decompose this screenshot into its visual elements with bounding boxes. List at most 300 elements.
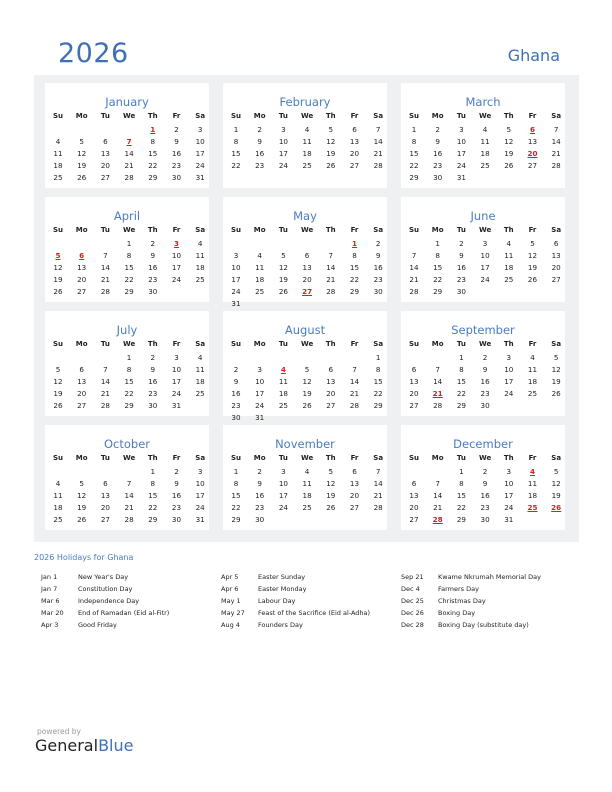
day-cell: 26 — [551, 388, 561, 398]
day-cell: 23 — [255, 502, 265, 512]
day-cell: 22 — [148, 160, 158, 170]
holiday-day-cell: 20 — [527, 148, 538, 158]
day-cell: 23 — [456, 274, 466, 284]
day-cell: 11 — [255, 262, 265, 272]
day-cell: 12 — [77, 490, 87, 500]
day-cell: 15 — [148, 148, 158, 158]
day-cell: 25 — [302, 502, 312, 512]
month-june — [401, 197, 565, 302]
day-cell: 10 — [171, 250, 182, 260]
day-cell: 7 — [435, 478, 440, 488]
day-cell: 13 — [551, 250, 561, 260]
day-cell: 12 — [551, 478, 561, 488]
weekday-label: Fr — [172, 112, 181, 120]
day-cell: 28 — [409, 286, 419, 296]
holiday-day-cell: 3 — [173, 239, 179, 248]
day-cell: 30 — [171, 514, 182, 524]
holiday-name: Feast of the Sacrifice (Eid al-Adha) — [258, 608, 371, 617]
weekday-label: Su — [230, 112, 242, 120]
weekday-label: Sa — [551, 226, 562, 234]
day-cell: 14 — [409, 262, 419, 272]
day-cell: 8 — [233, 478, 239, 488]
day-cell: 23 — [231, 400, 241, 410]
holiday-day-cell: 27 — [302, 286, 313, 296]
holiday-name: Easter Monday — [258, 584, 307, 593]
day-cell: 31 — [171, 400, 182, 410]
day-cell: 7 — [375, 467, 381, 476]
day-cell: 7 — [411, 250, 417, 260]
day-cell: 15 — [231, 148, 241, 158]
weekday-label: We — [478, 112, 492, 120]
day-cell: 21 — [551, 148, 561, 158]
weekday-label: We — [300, 454, 314, 462]
day-cell: 23 — [171, 160, 182, 170]
day-cell: 30 — [433, 172, 443, 182]
day-cell: 17 — [278, 490, 288, 500]
day-cell: 21 — [326, 274, 336, 284]
weekday-label: Su — [52, 454, 64, 462]
weekday-label: Th — [325, 112, 336, 120]
day-cell: 29 — [148, 514, 158, 524]
day-cell: 19 — [326, 490, 336, 500]
day-cell: 6 — [304, 250, 310, 260]
day-cell: 21 — [373, 490, 383, 500]
day-cell: 29 — [409, 172, 419, 182]
weekday-label: Su — [230, 454, 242, 462]
day-cell: 25 — [302, 160, 312, 170]
month-name: January — [105, 95, 149, 109]
day-cell: 30 — [148, 400, 158, 410]
day-cell: 20 — [409, 502, 419, 512]
weekday-label: Su — [52, 226, 64, 234]
day-cell: 1 — [411, 125, 417, 134]
month-name: November — [275, 437, 335, 451]
day-cell: 13 — [326, 376, 336, 386]
day-cell: 10 — [480, 250, 490, 260]
holiday-name: End of Ramadan (Eid al-Fitr) — [78, 608, 170, 617]
day-cell: 24 — [504, 502, 514, 512]
country-title: Ghana — [507, 46, 560, 65]
weekday-label: Fr — [528, 340, 537, 348]
month-name: August — [284, 323, 326, 337]
holiday-name: Good Friday — [78, 620, 117, 629]
day-cell: 17 — [480, 262, 490, 272]
day-cell: 15 — [349, 262, 360, 272]
holiday-name: Boxing Day (substitute day) — [438, 620, 529, 629]
day-cell: 9 — [150, 364, 156, 374]
day-cell: 14 — [124, 490, 134, 500]
day-cell: 14 — [100, 376, 110, 386]
day-cell: 1 — [126, 353, 132, 362]
day-cell: 18 — [53, 502, 63, 512]
day-cell: 14 — [373, 478, 383, 488]
holiday-date: Dec 4 — [401, 584, 420, 593]
day-cell: 7 — [352, 364, 357, 374]
day-cell: 3 — [281, 125, 286, 134]
day-cell: 28 — [100, 286, 110, 296]
generalblue-logo[interactable] — [35, 736, 133, 755]
day-cell: 30 — [373, 286, 383, 296]
day-cell: 2 — [174, 467, 179, 476]
month-name: December — [453, 437, 513, 451]
day-cell: 25 — [504, 274, 514, 284]
day-cell: 2 — [459, 239, 464, 248]
day-cell: 17 — [195, 148, 205, 158]
weekday-label: We — [122, 112, 136, 120]
weekday-label: Fr — [528, 112, 537, 120]
day-cell: 2 — [233, 364, 239, 374]
day-cell: 13 — [77, 262, 87, 272]
day-cell: 24 — [504, 388, 514, 398]
weekday-label: We — [478, 340, 492, 348]
day-cell: 8 — [352, 250, 357, 260]
month-november — [223, 425, 387, 530]
weekday-label: Th — [147, 454, 158, 462]
day-cell: 2 — [150, 353, 156, 362]
day-cell: 13 — [409, 376, 419, 386]
weekday-label: Sa — [373, 340, 384, 348]
weekday-label: We — [300, 112, 314, 120]
day-cell: 20 — [551, 262, 561, 272]
weekday-label: Sa — [195, 226, 206, 234]
day-cell: 3 — [197, 125, 203, 134]
day-cell: 22 — [148, 502, 158, 512]
day-cell: 28 — [349, 400, 360, 410]
day-cell: 25 — [480, 160, 490, 170]
weekday-label: Mo — [253, 226, 266, 234]
day-cell: 12 — [302, 376, 312, 386]
day-cell: 25 — [527, 388, 538, 398]
day-cell: 20 — [349, 148, 360, 158]
day-cell: 5 — [530, 239, 535, 248]
day-cell: 16 — [255, 490, 265, 500]
day-cell: 28 — [433, 400, 443, 410]
weekday-label: Th — [503, 112, 514, 120]
day-cell: 28 — [124, 514, 134, 524]
day-cell: 17 — [504, 376, 514, 386]
day-cell: 19 — [504, 148, 514, 158]
holiday-day-cell: 6 — [79, 250, 85, 260]
weekday-label: Tu — [100, 226, 110, 234]
day-cell: 19 — [77, 160, 87, 170]
day-cell: 26 — [278, 286, 288, 296]
day-cell: 2 — [482, 467, 488, 476]
day-cell: 5 — [553, 353, 559, 362]
day-cell: 25 — [53, 514, 63, 524]
day-cell: 13 — [527, 136, 538, 146]
weekday-label: Su — [230, 340, 242, 348]
day-cell: 4 — [506, 239, 512, 248]
day-cell: 5 — [79, 478, 84, 488]
day-cell: 1 — [150, 467, 156, 476]
holiday-day-cell: 6 — [529, 125, 535, 134]
day-cell: 14 — [124, 148, 134, 158]
day-cell: 17 — [231, 274, 241, 284]
day-cell: 29 — [124, 286, 134, 296]
day-cell: 30 — [255, 514, 265, 524]
day-cell: 4 — [257, 250, 262, 260]
weekday-label: Sa — [373, 226, 384, 234]
weekday-label: Fr — [350, 454, 359, 462]
weekday-label: Sa — [195, 112, 206, 120]
day-cell: 21 — [124, 160, 134, 170]
weekday-label: Th — [503, 454, 514, 462]
weekday-label: We — [478, 226, 492, 234]
day-cell: 15 — [231, 490, 241, 500]
day-cell: 22 — [456, 502, 466, 512]
month-name: July — [116, 323, 138, 337]
day-cell: 23 — [433, 160, 443, 170]
holiday-date: Sep 21 — [401, 573, 424, 581]
day-cell: 5 — [328, 125, 334, 134]
holiday-date: Dec 25 — [401, 596, 424, 605]
day-cell: 22 — [124, 274, 134, 284]
weekday-label: Mo — [431, 454, 444, 462]
day-cell: 9 — [150, 250, 156, 260]
weekday-label: Th — [325, 340, 336, 348]
day-cell: 10 — [504, 478, 514, 488]
day-cell: 7 — [103, 250, 108, 260]
day-cell: 29 — [124, 400, 134, 410]
holiday-name: Labour Day — [258, 596, 296, 605]
day-cell: 10 — [231, 262, 241, 272]
weekday-label: We — [300, 340, 314, 348]
day-cell: 23 — [171, 502, 182, 512]
day-cell: 18 — [527, 490, 538, 500]
day-cell: 21 — [124, 502, 134, 512]
day-cell: 1 — [126, 239, 132, 248]
day-cell: 2 — [482, 353, 488, 362]
day-cell: 22 — [433, 274, 443, 284]
day-cell: 25 — [278, 400, 288, 410]
holiday-date: Aug 4 — [221, 620, 240, 629]
day-cell: 3 — [233, 250, 239, 260]
weekday-label: Tu — [278, 454, 288, 462]
day-cell: 25 — [195, 274, 205, 284]
month-april — [45, 197, 209, 302]
day-cell: 17 — [255, 388, 265, 398]
day-cell: 18 — [527, 376, 538, 386]
day-cell: 19 — [551, 376, 561, 386]
day-cell: 11 — [195, 250, 205, 260]
day-cell: 18 — [302, 490, 312, 500]
day-cell: 17 — [456, 148, 466, 158]
day-cell: 30 — [171, 172, 182, 182]
day-cell: 6 — [352, 125, 357, 134]
day-cell: 6 — [103, 478, 108, 488]
holiday-day-cell: 25 — [527, 502, 538, 512]
day-cell: 12 — [53, 262, 63, 272]
day-cell: 31 — [195, 514, 205, 524]
weekday-label: Tu — [456, 112, 466, 120]
holiday-day-cell: 21 — [432, 388, 443, 398]
weekday-label: Sa — [373, 112, 384, 120]
day-cell: 8 — [150, 136, 156, 146]
day-cell: 3 — [459, 125, 464, 134]
day-cell: 22 — [231, 160, 241, 170]
holiday-name: Easter Sunday — [258, 573, 306, 581]
holiday-name: Founders Day — [258, 620, 303, 629]
day-cell: 26 — [302, 400, 312, 410]
day-cell: 2 — [257, 467, 262, 476]
day-cell: 14 — [326, 262, 336, 272]
day-cell: 6 — [553, 239, 559, 248]
day-cell: 27 — [409, 514, 419, 524]
weekday-label: Tu — [278, 112, 288, 120]
day-cell: 4 — [197, 239, 203, 248]
holiday-day-cell: 1 — [150, 125, 156, 134]
day-cell: 11 — [53, 490, 63, 500]
day-cell: 4 — [197, 353, 203, 362]
day-cell: 30 — [231, 412, 241, 422]
day-cell: 18 — [302, 148, 312, 158]
day-cell: 11 — [53, 148, 63, 158]
weekday-label: Sa — [373, 454, 384, 462]
month-march — [401, 83, 565, 188]
day-cell: 24 — [171, 388, 182, 398]
day-cell: 10 — [456, 136, 466, 146]
day-cell: 13 — [349, 478, 360, 488]
day-cell: 18 — [504, 262, 514, 272]
month-july — [45, 311, 209, 416]
day-cell: 26 — [77, 172, 87, 182]
holiday-date: Apr 3 — [41, 620, 59, 629]
day-cell: 2 — [174, 125, 179, 134]
weekday-label: Mo — [75, 112, 88, 120]
day-cell: 28 — [373, 160, 383, 170]
day-cell: 16 — [231, 388, 241, 398]
weekday-label: Mo — [253, 112, 266, 120]
day-cell: 20 — [409, 388, 419, 398]
day-cell: 2 — [435, 125, 440, 134]
day-cell: 8 — [375, 364, 381, 374]
day-cell: 19 — [326, 148, 336, 158]
day-cell: 1 — [435, 239, 440, 248]
day-cell: 10 — [195, 136, 205, 146]
weekday-label: Fr — [350, 112, 359, 120]
day-cell: 28 — [124, 172, 134, 182]
day-cell: 23 — [148, 274, 158, 284]
day-cell: 16 — [171, 490, 182, 500]
day-cell: 23 — [148, 388, 158, 398]
weekday-label: We — [122, 340, 136, 348]
weekday-label: Sa — [551, 340, 562, 348]
day-cell: 14 — [373, 136, 383, 146]
day-cell: 15 — [409, 148, 419, 158]
day-cell: 31 — [231, 298, 241, 308]
day-cell: 28 — [551, 160, 561, 170]
weekday-label: Su — [408, 112, 420, 120]
weekday-label: Mo — [431, 226, 444, 234]
day-cell: 16 — [480, 376, 490, 386]
day-cell: 19 — [53, 388, 63, 398]
day-cell: 29 — [456, 514, 466, 524]
day-cell: 14 — [551, 136, 561, 146]
holiday-day-cell: 4 — [280, 364, 286, 374]
day-cell: 10 — [504, 364, 514, 374]
weekday-label: Tu — [456, 340, 466, 348]
day-cell: 20 — [100, 160, 110, 170]
holiday-date: Apr 5 — [221, 573, 239, 581]
day-cell: 29 — [456, 400, 466, 410]
weekday-label: Su — [408, 340, 420, 348]
day-cell: 19 — [53, 274, 63, 284]
holiday-date: Dec 28 — [401, 620, 424, 629]
day-cell: 20 — [349, 490, 360, 500]
day-cell: 15 — [456, 376, 466, 386]
day-cell: 11 — [527, 478, 538, 488]
day-cell: 28 — [100, 400, 110, 410]
day-cell: 11 — [527, 364, 538, 374]
weekday-label: Tu — [456, 454, 466, 462]
day-cell: 10 — [278, 136, 288, 146]
day-cell: 27 — [349, 502, 360, 512]
day-cell: 31 — [195, 172, 205, 182]
day-cell: 17 — [278, 148, 288, 158]
day-cell: 26 — [53, 400, 63, 410]
day-cell: 30 — [480, 514, 490, 524]
day-cell: 2 — [375, 239, 381, 248]
day-cell: 8 — [411, 136, 417, 146]
weekday-label: Fr — [350, 226, 359, 234]
holiday-date: Jan 7 — [41, 584, 58, 593]
weekday-label: Th — [503, 226, 514, 234]
weekday-label: Su — [52, 340, 64, 348]
day-cell: 16 — [480, 490, 490, 500]
day-cell: 15 — [433, 262, 443, 272]
weekday-label: Fr — [172, 340, 181, 348]
holiday-name: Independence Day — [78, 596, 140, 605]
day-cell: 24 — [171, 274, 182, 284]
day-cell: 12 — [326, 478, 336, 488]
weekday-label: Sa — [195, 340, 206, 348]
day-cell: 26 — [527, 274, 538, 284]
day-cell: 20 — [77, 274, 87, 284]
day-cell: 18 — [278, 388, 288, 398]
year-title: 2026 — [58, 38, 129, 69]
day-cell: 15 — [456, 490, 466, 500]
holiday-day-cell: 4 — [529, 467, 535, 476]
day-cell: 24 — [278, 160, 288, 170]
day-cell: 26 — [53, 286, 63, 296]
day-cell: 7 — [328, 250, 334, 260]
brand-blue: Blue — [98, 736, 134, 755]
day-cell: 8 — [459, 478, 464, 488]
day-cell: 25 — [53, 172, 63, 182]
day-cell: 17 — [171, 376, 182, 386]
day-cell: 8 — [233, 136, 239, 146]
day-cell: 27 — [100, 514, 110, 524]
day-cell: 1 — [459, 353, 464, 362]
day-cell: 30 — [456, 286, 466, 296]
day-cell: 9 — [435, 136, 440, 146]
day-cell: 7 — [126, 478, 132, 488]
powered-by-text: powered by — [37, 727, 81, 736]
weekday-label: Th — [147, 112, 158, 120]
day-cell: 3 — [257, 364, 262, 374]
day-cell: 7 — [375, 125, 381, 134]
weekday-label: Th — [147, 340, 158, 348]
month-may — [223, 197, 387, 308]
month-december — [401, 425, 565, 530]
day-cell: 20 — [326, 388, 336, 398]
day-cell: 3 — [506, 467, 512, 476]
day-cell: 23 — [480, 502, 490, 512]
month-name: April — [113, 209, 141, 223]
day-cell: 29 — [373, 400, 383, 410]
day-cell: 15 — [148, 490, 158, 500]
weekday-label: Su — [52, 112, 64, 120]
